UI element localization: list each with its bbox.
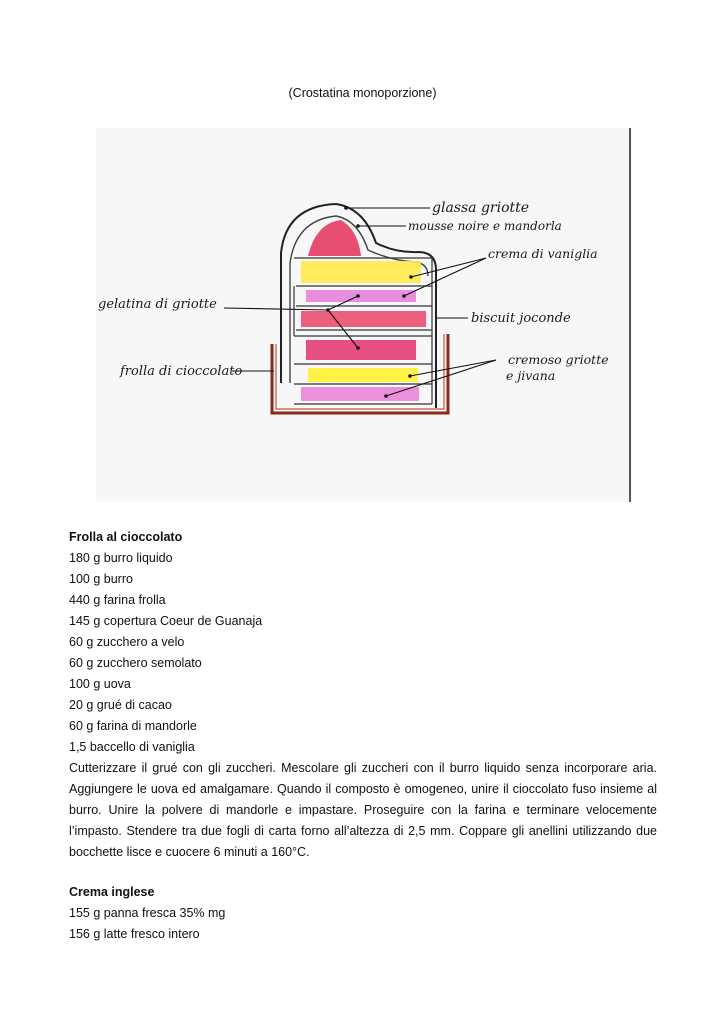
label-gelatina: gelatina di griotte [98, 297, 217, 312]
ingredient-line: 100 g burro [69, 572, 133, 586]
ingredient-line: 60 g zucchero semolato [69, 656, 202, 670]
label-crema: crema di vaniglia [488, 246, 598, 261]
document-title: (Crostatina monoporzione) [288, 86, 437, 100]
cremoso-layer [306, 340, 416, 360]
ingredient-line: 155 g panna fresca 35% mg [69, 906, 226, 920]
label-cremoso-2: e jivana [506, 368, 556, 383]
label-frolla: frolla di cioccolato [120, 364, 243, 379]
method-paragraph: Cutterizzare il grué con gli zuccheri. Mescolare gli zuccheri con il burro liquido senza incorporare aria. Aggiungere le uova ed amalgamare. Quando il composto è omogeneo, unire il cioccolato fuso insieme al burro. Unire la polvere di mandorle e impastare. Proseguire con la farina e terminare velocemente l’impasto. Stendere tra due fogli di carta forno all’altezza di 2,5 mm. Coppare gli anellini utilizzando due bocchette lisce e cuocere 6 minuti a 160°C. [69, 761, 657, 859]
ingredient-line: 180 g burro liquido [69, 551, 173, 565]
label-cremoso-1: cremoso griotte [508, 352, 609, 367]
recipe-frolla [69, 527, 657, 863]
gelatina-bottom [308, 368, 418, 382]
ingredient-line: 60 g farina di mandorle [69, 719, 197, 733]
label-mousse: mousse noire e mandorla [408, 219, 562, 233]
ingredient-line: 1,5 baccello di vaniglia [69, 740, 195, 754]
label-biscuit: biscuit joconde [471, 311, 571, 326]
ingredient-line: 156 g latte fresco intero [69, 927, 200, 941]
biscuit-layer [301, 311, 426, 327]
crema-layer [301, 261, 421, 283]
ingredient-line: 145 g copertura Coeur de Guanaja [69, 614, 263, 628]
label-glassa: glassa griotte [432, 200, 530, 216]
ingredient-line: 20 g grué di cacao [69, 698, 172, 712]
dessert-diagram [96, 128, 632, 502]
ingredient-line: 440 g farina frolla [69, 593, 166, 607]
base-layer [301, 387, 419, 401]
ingredient-line: 60 g zucchero a velo [69, 635, 185, 649]
recipe-title: Crema inglese [69, 885, 155, 899]
gelatina-top [306, 290, 416, 302]
recipe-title: Frolla al cioccolato [69, 530, 183, 544]
recipe-crema-inglese [69, 882, 657, 945]
ingredient-line: 100 g uova [69, 677, 131, 691]
